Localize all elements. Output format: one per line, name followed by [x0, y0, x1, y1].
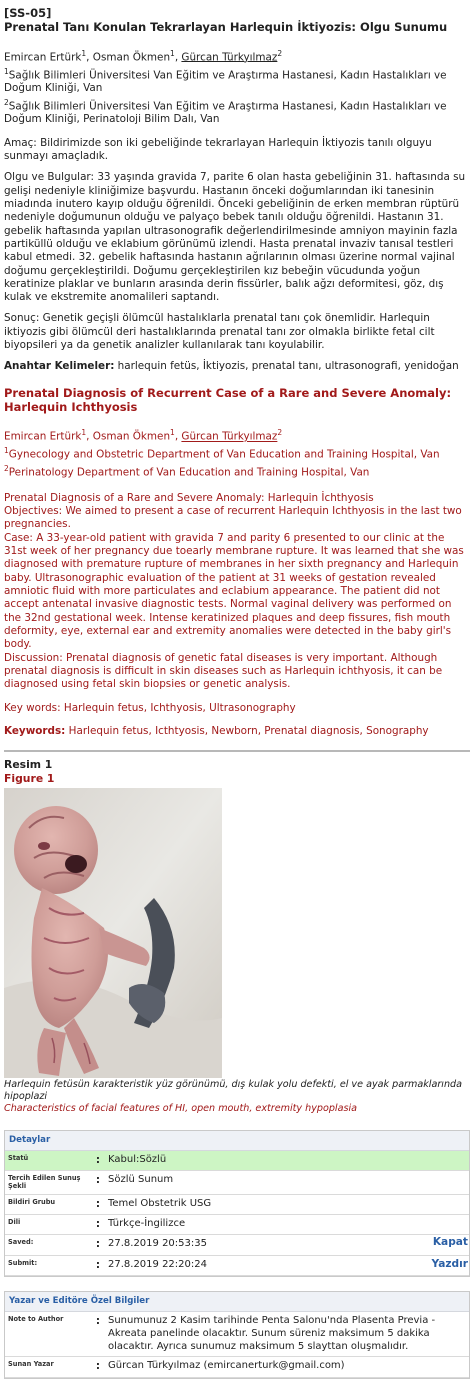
figure-label-english: Figure 1	[4, 771, 55, 785]
conclusion-paragraph: Sonuç: Genetik geçişli ölümcül hastalıklarla prenatal tanı çok önemlidir. Harlequin iktiyozis gibi ölümcül deri hastalıklarında prenatal tanı zor olmakla birlikte fetal cilt biyopsileri ya da genetik analizler kullanılarak tanı koyulabilir.	[4, 312, 435, 352]
newborn-photo-illustration	[4, 788, 222, 1078]
english-subtitle: Prenatal Diagnosis of a Rare and Severe Anomaly: Harlequin İchthyosis	[4, 491, 374, 504]
keywords-turkish	[4, 360, 470, 373]
section-divider	[4, 750, 470, 752]
affiliation-1-turkish	[4, 67, 470, 96]
details-row: Tercih Edilen Sunuş Şekli : Sözlü Sunum	[5, 1170, 469, 1194]
details-value: Sözlü Sunum	[105, 1170, 469, 1194]
author-list-english: Emircan Ertürk$^1$, Osman Ökmen$^1$, Gürcan Türkyılmaz$^2$	[4, 428, 283, 443]
author-name: Osman Ökmen	[92, 51, 171, 64]
notes-table	[5, 1312, 469, 1378]
notes-header: Yazar ve Editöre Özel Bilgiler	[5, 1292, 469, 1312]
affiliation-text: Sağlık Bilimleri Üniversitesi Van Eğitim ve Araştırma Hastanesi, Kadın Hastalıkları ve Doğum Kliniği, Van	[4, 69, 447, 95]
title-turkish: Prenatal Tanı Konulan Tekrarlayan Harlequin İktiyozis: Olgu Sunumu	[4, 20, 448, 35]
figure-label-turkish: Resim 1	[4, 758, 53, 772]
notes-value: Gürcan Türkyılmaz (emircanerturk@gmail.com)	[105, 1357, 469, 1377]
details-key: Submit:	[5, 1255, 91, 1275]
keywords-label: Anahtar Kelimeler:	[4, 360, 115, 373]
affiliation-text: Sağlık Bilimleri Üniversitesi Van Eğitim ve Araştırma Hastanesi, Kadın Hastalıkları ve Doğum Kliniği, Perinatoloji Bilim Dalı, Van	[4, 100, 447, 126]
details-value: Türkçe-İngilizce	[105, 1215, 469, 1235]
notes-panel	[4, 1291, 470, 1379]
status-value: Kabul:Sözlü	[105, 1151, 469, 1171]
details-key: Tercih Edilen Sunuş Şekli	[5, 1170, 91, 1194]
details-key: Dili	[5, 1215, 91, 1235]
notes-row: Sunan Yazar : Gürcan Türkyılmaz (emircanerturk@gmail.com)	[5, 1357, 469, 1377]
details-panel	[4, 1130, 470, 1277]
details-key: Saved:	[5, 1235, 91, 1255]
footer-links	[432, 1236, 468, 1279]
details-key: Statü	[5, 1151, 91, 1171]
author-list-turkish: Emircan Ertürk$^1$, Osman Ökmen$^1$, Gürcan Türkyılmaz$^2$	[4, 48, 283, 64]
details-key: Bildiri Grubu	[5, 1194, 91, 1214]
notes-value: Sunumunuz 2 Kasim tarihinde Penta Salonu'nda Plasenta Previa - Akreata panelinde olacaktır. Sunum süreniz maksimum 5 dakika olacaktır. Ayrıca sunumuz maksimum 5 slayttan oluşmalıdır.	[105, 1312, 469, 1357]
affiliation-2-turkish	[4, 98, 470, 127]
notes-key: Sunan Yazar	[5, 1357, 91, 1377]
details-row: Bildiri Grubu : Temel Obstetrik USG	[5, 1194, 469, 1214]
objectives-paragraph: Objectives: We aimed to present a case of recurrent Harlequin Ichthyosis in the last two pregnancies.	[4, 505, 462, 531]
keywords-english	[4, 725, 470, 738]
author-affiliation-number: 1	[170, 428, 175, 438]
notes-key: Note to Author	[5, 1312, 91, 1357]
close-link[interactable]: Kapat	[432, 1236, 468, 1248]
details-table	[5, 1151, 469, 1276]
author-name: Osman Ökmen	[92, 430, 171, 443]
figure-image[interactable]	[4, 788, 222, 1078]
author-name: Emircan Ertürk	[4, 430, 82, 443]
print-link[interactable]: Yazdır	[431, 1257, 468, 1270]
case-findings-paragraph: Olgu ve Bulgular: 33 yaşında gravida 7, parite 6 olan hasta gebeliğinin 31. haftasında su gelişi nedeniyle kliniğimize başvurdu. Hastanın önceki doğumlarından iki tanesinin miadında inutero kayıp olduğu öğrenildi. Önceki gebeliğinin de erken membran rüptürü nedeniyle doğumunun olduğu ve palyaço bebek tanılı olduğu öğrenildi. Hastanın 31. gebelik haftasında yapılan ultrasonografik değerlendirilmesinde amniyon mayinin fazla partiküllü olduğu ve eklabium görünümü izlendi. Hasta prenatal invaziv tanısal testleri kabul etmedi. 32. gebelik haftasında hastanın ağrılarının olması üzerine normal vajinal doğumu gerçekleştirildi. Doğumu gerçekleştirilen kız bebeğin vücudunda yoğun keratinize plaklar ve bunların arasında derin fissürler, balık ağzı deformitesi, göz, dış kulak ve ekstremite anomalileri saptandı.	[4, 171, 466, 304]
affiliation-number: 1	[4, 66, 9, 76]
title-english: Prenatal Diagnosis of Recurrent Case of a Rare and Severe Anomaly: Harlequin Ichthyosis	[4, 385, 452, 415]
author-affiliation-number: 1	[81, 48, 87, 58]
keywords-english-plain: Key words: Harlequin fetus, Ichthyosis, Ultrasonography	[4, 701, 296, 714]
presenting-author-link[interactable]: Gürcan Türkyılmaz	[181, 51, 278, 64]
details-header: Detaylar	[5, 1131, 469, 1151]
author-affiliation-number: 2	[277, 48, 283, 58]
details-value: 27.8.2019 22:20:24	[105, 1255, 469, 1275]
affiliation-2-english	[4, 464, 470, 480]
affiliation-number: 2	[4, 464, 9, 474]
keywords-text: harlequin fetüs, İktiyozis, prenatal tanı, ultrasonografi, yenidoğan	[114, 360, 459, 373]
keywords-text: Harlequin fetus, Icthtyosis, Newborn, Prenatal diagnosis, Sonography	[65, 724, 429, 737]
figure-caption-english: Characteristics of facial features of HI, open mouth, extremity hypoplasia	[4, 1103, 358, 1115]
details-value: Temel Obstetrik USG	[105, 1194, 469, 1214]
abstract-code: [SS-05]	[4, 6, 52, 20]
notes-row: Note to Author : Sunumunuz 2 Kasim tarihinde Penta Salonu'nda Plasenta Previa - Akreata panelinde olacaktır. Sunum süreniz maksimum 5 dakika olacaktır. Ayrıca sunumuz maksimum 5 slayttan oluşmalıdır.	[5, 1312, 469, 1357]
figure-caption-turkish: Harlequin fetüsün karakteristik yüz görünümü, dış kulak yolu defekti, el ve ayak parmaklarında hipoplazi	[4, 1078, 463, 1103]
discussion-paragraph: Discussion: Prenatal diagnosis of genetic fatal diseases is very important. Although prenatal diagnosis is difficult in skin diseases such as Harlequin ichthyosis, it can be diagnosed using fetal skin biopsies or genetic analysis.	[4, 651, 443, 691]
details-row: Dili : Türkçe-İngilizce	[5, 1215, 469, 1235]
details-row: Saved: : 27.8.2019 20:53:35	[5, 1235, 469, 1255]
author-affiliation-number: 1	[81, 428, 87, 438]
author-affiliation-number: 1	[170, 48, 175, 58]
affiliation-text: Gynecology and Obstetric Department of Van Education and Training Hospital, Van	[8, 448, 440, 461]
purpose-paragraph: Amaç: Bildirimizde son iki gebeliğinde tekrarlayan Harlequin İktiyozis tanılı olguyu sunmayı amaçladık.	[4, 136, 432, 163]
affiliation-1-english	[4, 446, 470, 462]
author-affiliation-number: 2	[277, 428, 283, 438]
author-name: Emircan Ertürk	[4, 51, 82, 64]
presenting-author-link[interactable]: Gürcan Türkyılmaz	[181, 430, 278, 443]
affiliation-number: 1	[4, 446, 9, 456]
affiliation-number: 2	[4, 97, 9, 107]
details-value: 27.8.2019 20:53:35	[105, 1235, 469, 1255]
details-row-status: Statü : Kabul:Sözlü	[5, 1151, 469, 1171]
keywords-label: Keywords:	[4, 724, 66, 737]
case-paragraph: Case: A 33-year-old patient with gravida 7 and parity 6 presented to our clinic at the 31st week of her pregnancy due toearly membrane rupture. It was learned that she was diagnosed with premature rupture of membranes in her sixth pregnancy and Harlequin baby. Ultrasonographic evaluation of the patient at 31 weeks of gestation revealed amniotic fluid with more particulates and eclabium appearance. The patient did not accept antenatal invasive diagnostic tests. Normal vaginal delivery was performed on the 32nd gestational week. Intense keratinized plaques and deep fissures, fish mouth deformity, eye, external ear and extremity anomalies were detected in the baby girl's body.	[4, 531, 464, 651]
affiliation-text: Perinatology Department of Van Education and Training Hospital, Van	[8, 466, 370, 479]
details-row: Submit: : 27.8.2019 22:20:24	[5, 1255, 469, 1275]
